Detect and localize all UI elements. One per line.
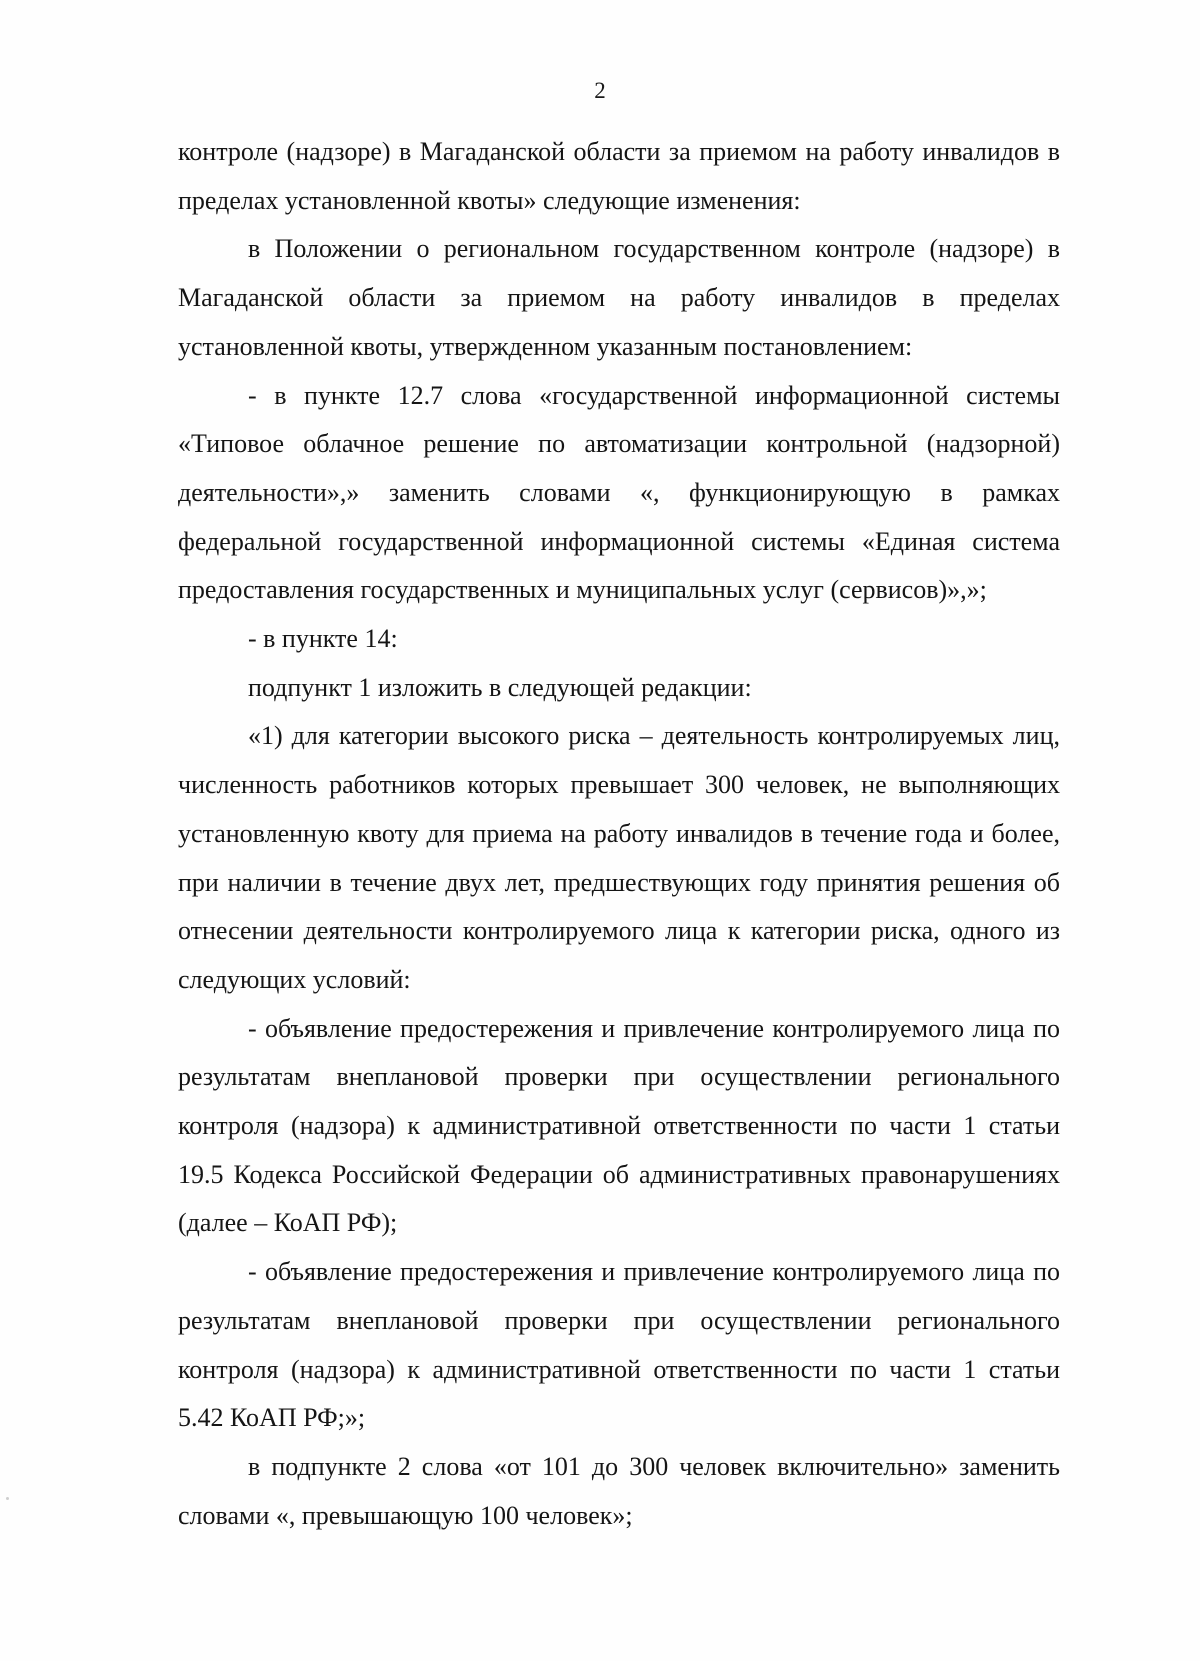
paragraph-high-risk: «1) для категории высокого риска – деятельность контролируемых лиц, численность работников которых превышает 300 человек, не выполняющих установленную квоту для приема на работу инвалидов в течение года и более, при наличии в течение двух лет, предшествующих году принятия решения об отнесении деятельности контролируемого лица к категории риска, одного из следующих условий: <box>178 721 1060 994</box>
paragraph-regulation-intro: в Положении о региональном государственном контроле (надзоре) в Магаданской области за приемом на работу инвалидов в пределах установленной квоты, утвержденном указанным постановлением: <box>178 234 1060 361</box>
page-number: 2 <box>594 78 606 103</box>
paragraph-condition-1: - объявление предостережения и привлечение контролируемого лица по результатам внеплановой проверки при осуществлении регионального контроля (надзора) к административной ответственности по части 1 статьи 19.5 Кодекса Российской Федерации об административных правонарушениях (далее – КоАП РФ); <box>178 1013 1060 1238</box>
scan-artifact <box>6 1497 9 1500</box>
paragraph-item-12-7: - в пункте 12.7 слова «государственной информационной системы «Типовое облачное решение по автоматизации контрольной (надзорной) деятельности»,» заменить словами «, функционирующую в рамках федеральной государственной информационной системы «Единая система предоставления государственных и муниципальных услуг (сервисов)»,»; <box>178 380 1060 605</box>
paragraph-subitem-1-intro: подпункт 1 изложить в следующей редакции: <box>248 672 752 702</box>
document-body <box>178 128 1060 1540</box>
paragraph-item-14: - в пункте 14: <box>248 624 398 654</box>
paragraph-continuation: контроле (надзоре) в Магаданской области за приемом на работу инвалидов в пределах установленной квоты» следующие изменения: <box>178 137 1060 215</box>
paragraph-subitem-2: в подпункте 2 слова «от 101 до 300 человек включительно» заменить словами «, превышающую 100 человек»; <box>178 1451 1060 1530</box>
paragraph-condition-2: - объявление предостережения и привлечение контролируемого лица по результатам внеплановой проверки при осуществлении регионального контроля (надзора) к административной ответственности по части 1 статьи 5.42 КоАП РФ;»; <box>178 1257 1060 1433</box>
